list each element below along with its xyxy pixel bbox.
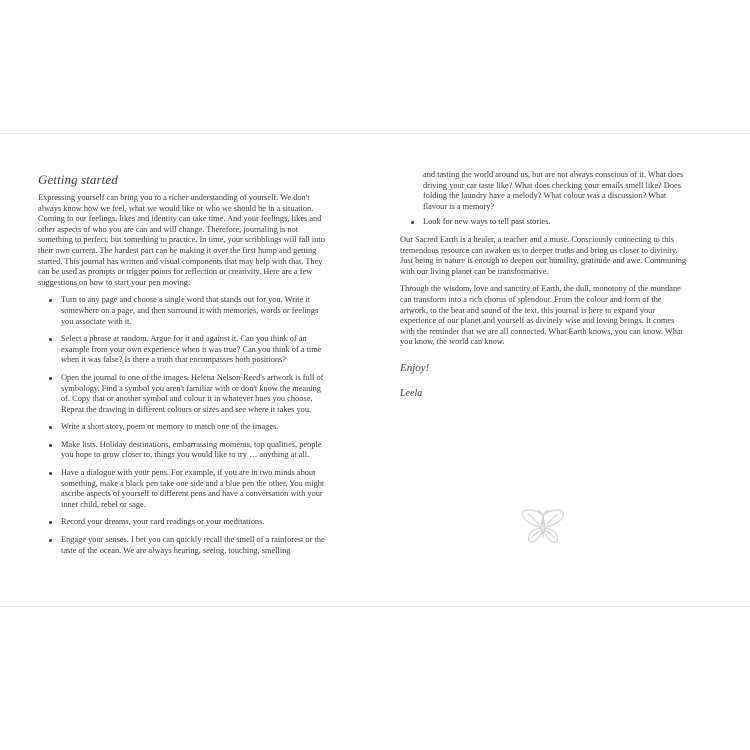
section-heading: Getting started — [38, 172, 118, 187]
list-item: Write a short story, poem or memory to match one of the images. — [48, 422, 328, 433]
author-signature: Leela — [400, 387, 423, 399]
list-item: Make lists. Holiday destinations, embarrassing moments, top qualities, people you hope to grow closer to, things you would like to try … anything at all. — [48, 440, 328, 461]
suggestion-list-continued — [400, 217, 690, 228]
closing-line: Enjoy! — [400, 361, 430, 374]
list-item: Engage your senses. I bet you can quickly recall the smell of a rainforest or the taste of the ocean. We are always hearing, seeing, touching, smelling — [48, 535, 328, 556]
list-item: Turn to any page and choose a single word that stands out for you. Write it somewhere on a page, and then surround it with memories, words or feelings you associate with it. — [48, 295, 328, 327]
intro-paragraph: Expressing yourself can bring you to a richer understanding of yourself. We don't always know how we feel, what we would like or who we should be in a situation. Coming to our feelings, likes and identity can take time. And your feelings, likes and other aspects of who you are can and will change. Therefore, journaling is not something to perfect, but something to practice. In time, your scribblings will fall into their own current. The hardest part can be making it over the first hump and getting started. This journal has written and visual components that may help with that. They can be used as prompts or trigger points for reflection or creativity. Here are a few suggestions on how to start your pen moving: — [38, 193, 325, 287]
book-spread — [0, 133, 750, 607]
butterfly-icon — [520, 508, 566, 548]
list-item: Select a phrase at random. Argue for it and against it. Can you think of an example from your own experience when it was true? Can you think of a time when it was false? Is there a truth that encompasses both positions? — [48, 334, 328, 366]
right-page — [400, 170, 690, 399]
list-item: Have a dialogue with your pens. For example, if you are in two minds about something, make a black pen take one side and a blue pen the other. You might ascribe aspects of yourself to different pens and have a conversation with your inner child, rebel or sage. — [48, 468, 328, 510]
list-item: Open the journal to one of the images. Helena Nelson-Reed's artwork is full of symbology. Find a symbol you aren't familiar with or don't know the meaning of. Copy that or another symbol and colour it in whatever hues you choose. Repeat the drawing in different colours or sizes and see where it takes you. — [48, 373, 328, 415]
sacred-earth-paragraph: Our Sacred Earth is a healer, a teacher and a muse. Consciously connecting to this tremendous resource can awaken us to deeper truths and bring us closer to divinity. Just being in nature is enough to deepen our humility, gratitude and awe. Communing with our living planet can be transformative. — [400, 234, 687, 276]
list-item: Record your dreams, your card readings or your meditations. — [48, 517, 328, 528]
list-item: Look for new ways to tell past stories. — [410, 217, 690, 228]
continued-bullet-text: and tasting the world around us, but are not always conscious of it. What does driving your car taste like? What does checking your emails smell like? Does folding the laundry have a melody? What colour was a discussion? What flavour is a memory? — [423, 170, 684, 211]
suggestion-list — [38, 295, 328, 556]
left-page — [38, 172, 328, 563]
wisdom-paragraph: Through the wisdom, love and sanctity of Earth, the dull, monotony of the mundane can transform into a rich chorus of splendour. From the colour and form of the artwork, to the beat and sound of the text, this journal is here to expand your experience of our planet and yourself as divinely wise and loving beings. It comes with the reminder that we are all connected. What Earth knows, you can know. What you know, the world can know. — [400, 284, 683, 347]
